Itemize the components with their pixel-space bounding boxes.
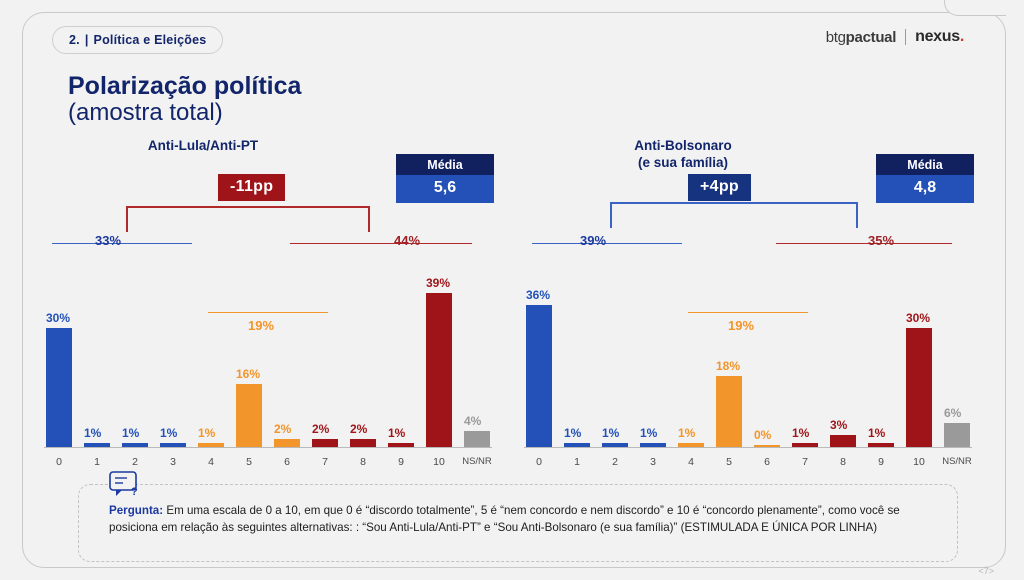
bar: [792, 443, 818, 447]
bar-column: [120, 270, 150, 447]
chart-title-left-line1: Anti-Lula/Anti-PT: [147, 138, 259, 153]
bar-value-label: 1%: [122, 426, 140, 441]
bar: [122, 443, 148, 447]
total-right-underline-blue: [532, 243, 682, 244]
logo-btg-bold: pactual: [845, 28, 897, 46]
bar-value-label: 30%: [906, 311, 931, 326]
bar-column: [942, 270, 972, 447]
total-left-blue: 33%: [95, 233, 122, 248]
bar: [312, 439, 338, 447]
bar-value-label: 6%: [944, 406, 962, 421]
total-left-underline-red: [290, 243, 472, 244]
total-right-red: 35%: [868, 233, 895, 248]
bar-column: [828, 270, 858, 447]
x-tick-label: 1: [94, 456, 100, 468]
chart-title-right-line2: (e sua família): [637, 154, 729, 170]
question-body: Em uma escala de 0 a 10, em que 0 é “discordo totalmente”, 5 é “nem concordo e nem discordo” e 10 é “concordo plenamente”, como você se posiciona em relação às seguintes alternativas: : “Sou Anti-Lula/Anti-PT” e “Sou Anti-Bolsonaro (e sua família)” (ESTIMULADA E ÚNICA POR LINHA): [109, 504, 900, 534]
breadcrumb-number: 2.: [69, 33, 80, 47]
bar: [640, 443, 666, 447]
total-left-orange: 19%: [248, 318, 275, 333]
x-tick-label: 6: [764, 456, 770, 468]
breadcrumb: [52, 26, 223, 54]
bar: [716, 376, 742, 447]
bar: [602, 443, 628, 447]
logo-btg: [826, 29, 896, 46]
bar-column: [790, 270, 820, 447]
bar: [236, 384, 262, 447]
bar-value-label: 1%: [678, 426, 696, 441]
x-tick-label: 5: [246, 456, 252, 468]
bar-column: [44, 270, 74, 447]
media-value-right: 4,8: [876, 175, 974, 203]
bracket-right: [610, 202, 858, 228]
x-tick-label: 9: [398, 456, 404, 468]
delta-badge-left: -11pp: [218, 174, 285, 201]
media-value-left: 5,6: [396, 175, 494, 203]
bracket-right-vline-start: [610, 202, 612, 228]
bar-column: [752, 270, 782, 447]
bar-value-label: 1%: [792, 426, 810, 441]
bar: [526, 305, 552, 447]
bar: [464, 431, 490, 447]
bar: [678, 443, 704, 447]
bar-value-label: 3%: [830, 418, 848, 433]
bar-value-label: 0%: [754, 428, 772, 442]
media-label-right: Média: [876, 154, 974, 175]
bar-value-label: 16%: [236, 366, 261, 381]
x-tick-label: 8: [840, 456, 846, 468]
bar: [944, 423, 970, 447]
question-text: [109, 503, 927, 537]
bar-value-label: 1%: [602, 426, 620, 441]
bar-value-label: 1%: [84, 426, 102, 441]
logo-nexus-dot: .: [959, 28, 964, 45]
svg-text:?: ?: [131, 486, 138, 497]
bar-column: [600, 270, 630, 447]
x-tick-label: 0: [56, 456, 62, 468]
total-right-blue: 39%: [580, 233, 607, 248]
media-label-left: Média: [396, 154, 494, 175]
question-label: Pergunta:: [109, 504, 164, 517]
bar: [868, 443, 894, 447]
logo-separator: [905, 29, 906, 45]
x-tick-label: 1: [574, 456, 580, 468]
bracket-left-hline: [126, 206, 370, 208]
bar: [906, 328, 932, 447]
bar-column: [462, 270, 492, 447]
bar: [830, 435, 856, 447]
bar-value-label: 1%: [564, 426, 582, 441]
bracket-right-hline: [610, 202, 858, 204]
bracket-left-vline-end: [368, 206, 370, 232]
bracket-left-vline-start: [126, 206, 128, 232]
bar-column: [272, 270, 302, 447]
bar-column: [348, 270, 378, 447]
bar-value-label: 1%: [640, 426, 658, 441]
x-tick-label: 4: [688, 456, 694, 468]
logo-nexus-text: nexus: [915, 28, 960, 45]
bar-column: [82, 270, 112, 447]
bar-column: [562, 270, 592, 447]
x-tick-label: 2: [132, 456, 138, 468]
logo-nexus: [915, 28, 964, 46]
x-tick-label: 5: [726, 456, 732, 468]
bar: [160, 443, 186, 447]
bar-column: [714, 270, 744, 447]
bar: [564, 443, 590, 447]
page-number: <7>: [978, 566, 994, 576]
x-tick-label: 10: [433, 456, 445, 468]
bar-value-label: 2%: [274, 422, 292, 437]
bar-value-label: 18%: [716, 358, 741, 373]
bar: [754, 445, 780, 447]
delta-badge-right: +4pp: [688, 174, 751, 201]
bar-column: [638, 270, 668, 447]
bar-value-label: 2%: [312, 422, 330, 437]
bar-chart-right: [524, 270, 972, 470]
x-tick-label: 0: [536, 456, 542, 468]
bar-value-label: 2%: [350, 422, 368, 437]
bar-value-label: 1%: [160, 426, 178, 441]
total-right-orange: 19%: [728, 318, 755, 333]
bar-value-label: 4%: [464, 414, 482, 429]
bar-column: [234, 270, 264, 447]
bar-column: [424, 270, 454, 447]
page-title: [68, 72, 301, 127]
x-tick-label: 10: [913, 456, 925, 468]
frame-notch: [944, 0, 1006, 16]
total-left-red: 44%: [394, 233, 421, 248]
bar-value-label: 1%: [868, 426, 886, 441]
x-tick-label: NS/NR: [942, 456, 972, 467]
logo: [826, 28, 964, 46]
x-tick-label: 3: [170, 456, 176, 468]
logo-btg-text: btg: [825, 28, 846, 46]
bar-value-label: 36%: [526, 287, 551, 302]
bar-column: [524, 270, 554, 447]
bar-column: [676, 270, 706, 447]
bar-column: [904, 270, 934, 447]
breadcrumb-title: Política e Eleições: [93, 33, 207, 47]
media-box-right: [876, 154, 974, 203]
x-tick-label: 7: [802, 456, 808, 468]
x-tick-label: 8: [360, 456, 366, 468]
bar-column: [310, 270, 340, 447]
x-tick-label: 7: [322, 456, 328, 468]
bar: [388, 443, 414, 447]
x-tick-label: 4: [208, 456, 214, 468]
x-axis-labels-left: [44, 456, 492, 468]
bars-container-left: [44, 270, 492, 447]
bar: [84, 443, 110, 447]
question-box: [78, 484, 958, 562]
bar-column: [386, 270, 416, 447]
bracket-right-vline-end: [856, 202, 858, 228]
chart-panel-anti-bolsonaro: [510, 130, 980, 480]
chart-title-right: [518, 138, 848, 172]
bar: [274, 439, 300, 447]
bar-value-label: 1%: [198, 426, 216, 441]
x-tick-label: 2: [612, 456, 618, 468]
page-title-line1: Polarização política: [68, 72, 302, 100]
x-tick-label: NS/NR: [462, 456, 492, 467]
bracket-left: [126, 206, 370, 232]
question-bubble-icon: [109, 471, 139, 497]
chart-panel-anti-lula: [30, 130, 500, 480]
breadcrumb-divider: |: [84, 33, 89, 47]
bar: [426, 293, 452, 447]
bar-column: [866, 270, 896, 447]
bar: [198, 443, 224, 447]
x-tick-label: 9: [878, 456, 884, 468]
total-right-underline-red: [776, 243, 952, 244]
bar: [350, 439, 376, 447]
x-tick-label: 6: [284, 456, 290, 468]
bar-column: [196, 270, 226, 447]
bar-value-label: 30%: [46, 311, 71, 326]
bar-value-label: 39%: [426, 275, 451, 290]
media-box-left: [396, 154, 494, 203]
bar-value-label: 1%: [388, 426, 406, 441]
bar: [46, 328, 72, 447]
page-title-line2: (amostra total): [68, 99, 223, 126]
bar-column: [158, 270, 188, 447]
chart-title-left: [38, 138, 368, 155]
total-left-underline-blue: [52, 243, 192, 244]
x-tick-label: 3: [650, 456, 656, 468]
x-axis-labels-right: [524, 456, 972, 468]
bars-container-right: [524, 270, 972, 447]
chart-title-right-line1: Anti-Bolsonaro: [634, 138, 732, 153]
bar-chart-left: [44, 270, 492, 470]
